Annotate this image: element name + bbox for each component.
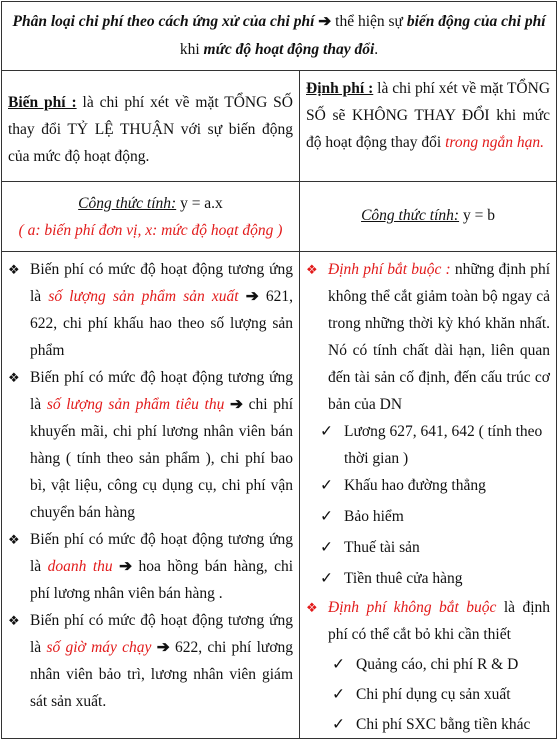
item-text: Chi phí SXC bằng tiền khác [356, 716, 531, 733]
variable-cost-definition [2, 71, 300, 182]
item-highlight: doanh thu [47, 558, 113, 575]
item-text: Chi phí dụng cụ sản xuất [356, 686, 511, 703]
check-icon: ✓ [320, 423, 333, 440]
header-cell [2, 2, 557, 71]
diamond-bullet-icon: ❖ [8, 532, 20, 547]
list-item [8, 256, 293, 364]
diamond-bullet-icon: ❖ [8, 613, 20, 628]
item-highlight: số lượng sản phẩm sản xuất [48, 288, 239, 305]
variable-formula-note: ( a: biến phí đơn vị, x: mức độ hoạt động ) [18, 222, 283, 239]
diamond-bullet-icon: ❖ [306, 262, 318, 277]
arrow-icon: ➔ [119, 558, 133, 575]
variable-formula: y = a.x [176, 195, 223, 212]
check-icon: ✓ [332, 656, 345, 673]
list-item [306, 503, 550, 530]
fixed-cost-definition [300, 71, 557, 182]
mandatory-term: Định phí bắt buộc : [328, 261, 451, 278]
variable-items-cell [2, 252, 300, 739]
check-icon: ✓ [320, 477, 333, 494]
list-item [306, 418, 550, 472]
item-text: Lương 627, 641, 642 ( tính theo thời gian ) [344, 423, 543, 467]
discretionary-text: là định phí có thể cắt bỏ khi cần thiết [328, 599, 551, 643]
fixed-cost-term: Định phí : [306, 80, 374, 97]
check-icon: ✓ [320, 508, 333, 525]
list-item [306, 681, 550, 708]
check-icon: ✓ [320, 570, 333, 587]
list-item [306, 594, 550, 648]
variable-cost-term: Biến phí : [8, 94, 77, 111]
discretionary-term: Định phí không bắt buộc [328, 599, 497, 616]
diamond-bullet-icon: ❖ [8, 370, 20, 385]
item-text: Biến phí có mức độ hoạt động tương ứng là [30, 261, 293, 305]
arrow-icon: ➔ [230, 396, 243, 413]
list-item [306, 534, 550, 561]
header-text: thể hiện sự [331, 13, 407, 30]
item-text: Tiền thuê cửa hàng [344, 570, 463, 587]
fixed-formula-label: Công thức tính: [361, 207, 460, 224]
list-item [8, 364, 293, 526]
check-icon: ✓ [332, 686, 345, 703]
item-text-end: 622, chi phí lương nhân viên bảo trì, lương nhân viên giám sát sản xuất. [30, 639, 294, 710]
check-icon: ✓ [332, 716, 345, 733]
item-text: Biến phí có mức độ hoạt động tương ứng là [30, 531, 293, 575]
list-item [8, 607, 293, 715]
item-text: Khấu hao đường thẳng [344, 477, 486, 494]
list-item [306, 256, 550, 418]
arrow-icon: ➔ [245, 288, 259, 305]
check-icon: ✓ [320, 539, 333, 556]
item-text: Biến phí có mức độ hoạt động tương ứng là [30, 369, 293, 413]
arrow-icon: ➔ [318, 13, 332, 30]
item-highlight: số lượng sản phẩm tiêu thụ [46, 396, 225, 413]
cost-behavior-table [1, 1, 557, 739]
fixed-cost-text: là chi phí xét về mặt TỔNG SỐ sẽ KHÔNG THAY ĐỔI khi mức độ hoạt động thay đổi [306, 80, 551, 151]
list-item [8, 526, 293, 607]
arrow-icon: ➔ [156, 639, 170, 656]
item-text: Bảo hiểm [344, 508, 404, 525]
header-title: Phân loại chi phí theo cách ứng xử của chi phí [12, 13, 315, 30]
list-item [306, 565, 550, 592]
item-text-end: hoa hồng bán hàng, chi phí lương nhân viên bán hàng . [30, 558, 294, 602]
header-period: . [374, 41, 379, 58]
item-text: Thuế tài sản [344, 539, 420, 556]
item-text: Biến phí có mức độ hoạt động tương ứng là [30, 612, 293, 656]
fixed-items-cell [300, 252, 557, 739]
diamond-bullet-icon: ❖ [306, 600, 318, 615]
header-emphasis: biến động của chi phí [406, 13, 546, 30]
item-text-end: chi phí khuyến mãi, chi phí lương nhân viên bán hàng ( tính theo sản phẩm ), chi phí bao bì, vật liệu, công cụ dụng cụ, chi phí vận chuyển bán hàng [30, 396, 294, 521]
list-item [306, 472, 550, 499]
fixed-formula-cell [300, 182, 557, 252]
variable-formula-label: Công thức tính: [78, 195, 177, 212]
variable-cost-text: là chi phí xét về mặt TỔNG SỐ thay đổi TỶ LỆ THUẬN với sự biến động của mức độ hoạt động. [8, 94, 293, 165]
fixed-formula: y = b [459, 207, 495, 224]
item-highlight: số giờ máy chạy [46, 639, 152, 656]
mandatory-text: những định phí không thể cắt giảm toàn bộ ngay cả trong những thời kỳ khó khăn nhất. Nó có tính chất dài hạn, liên quan đến tài sản cố định, đến cấu trúc cơ bản của DN [328, 261, 551, 413]
header-emphasis-2: mức độ hoạt động thay đổi [203, 41, 375, 58]
item-text-end: 621, 622, chi phí khấu hao theo số lượng sản phẩm [30, 288, 294, 359]
header-text-2: khi [179, 41, 204, 58]
diamond-bullet-icon: ❖ [8, 262, 20, 277]
variable-formula-cell [2, 182, 300, 252]
list-item [306, 651, 550, 678]
item-text: Quảng cáo, chi phí R & D [356, 656, 519, 673]
list-item [306, 711, 550, 738]
fixed-cost-red: trong ngắn hạn. [445, 134, 544, 151]
